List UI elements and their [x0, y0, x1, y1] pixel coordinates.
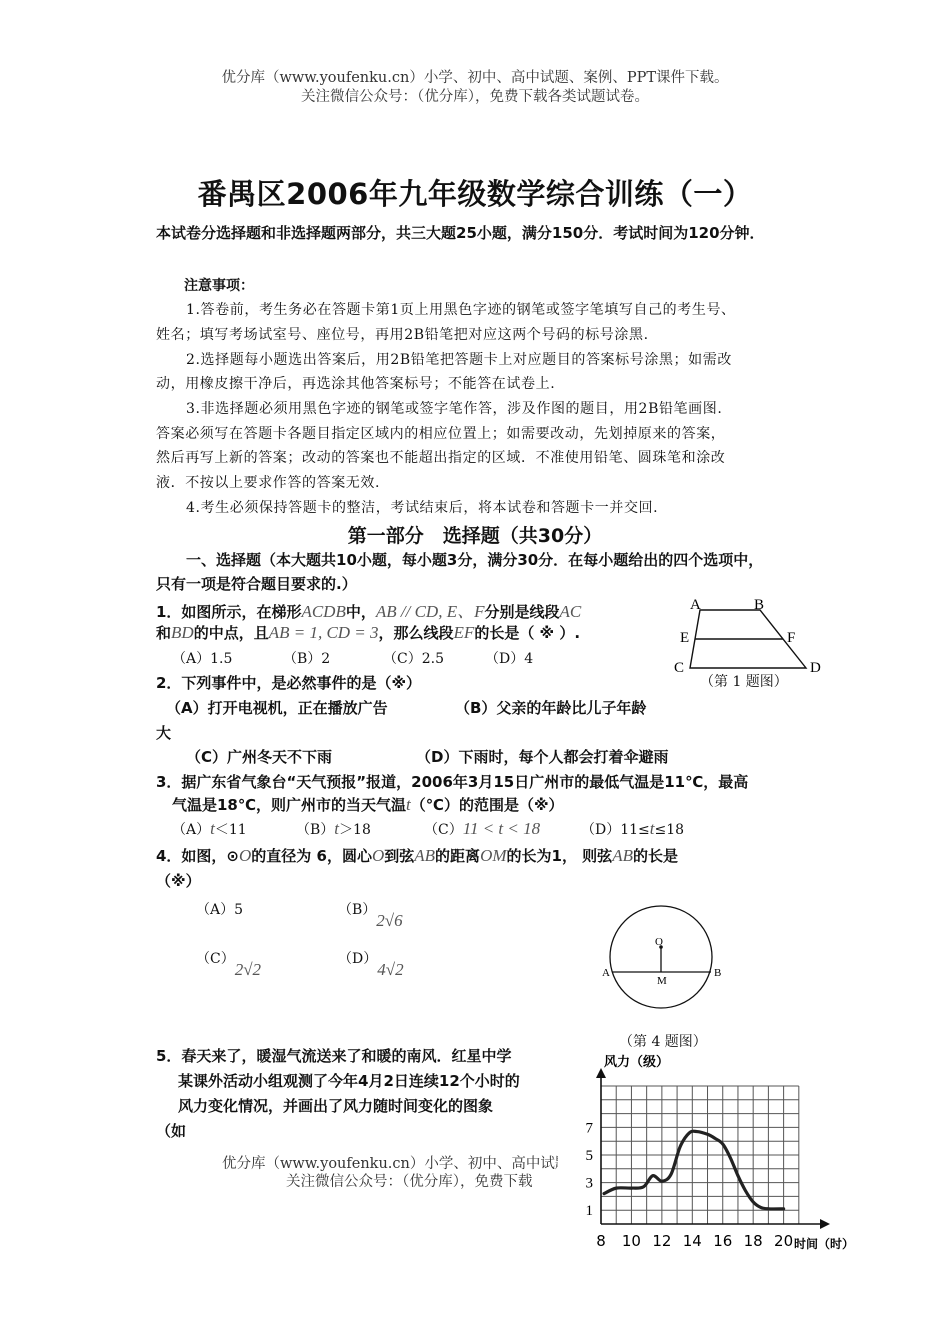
q4-figure-caption: （第 4 题图）	[619, 1034, 707, 1050]
notice-line: 然后再写上新的答案；改动的答案也不能超出指定的区域．不准使用铅笔、圆珠笔和涂改	[156, 450, 726, 466]
notice-heading: 注意事项：	[184, 278, 254, 294]
footer-line-1: 优分库（www.youfenku.cn）小学、初中、高中试题	[222, 1156, 570, 1172]
section-heading-line-2: 只有一项是符合题目要求的.）	[156, 575, 357, 593]
y-tick-label: 5	[585, 1148, 593, 1164]
q1-option-d: （D）4	[485, 651, 534, 667]
q1-option-a: （A）1.5	[172, 651, 233, 667]
y-axis-label: 风力（级）	[604, 1055, 670, 1070]
q2-option-c: （C）广州冬天不下雨	[186, 748, 333, 766]
notice-line: 1.答卷前，考生务必在答题卡第1页上用黑色字迹的钢笔或签字笔填写自己的考生号、	[186, 302, 736, 318]
label-a: A	[602, 967, 610, 979]
q1-option-c: （C）2.5	[383, 651, 444, 667]
notice-line: 3.非选择题必须用黑色字迹的钢笔或签字笔作答，涉及作图的题目，用2B铅笔画图.	[186, 401, 723, 417]
x-tick-label: 16	[713, 1232, 733, 1250]
y-tick-label: 3	[585, 1175, 593, 1192]
q3-option-a: （A）t＜11	[172, 819, 247, 838]
q4-option-c: （C）2√2	[196, 951, 262, 979]
header-line-1: 优分库（www.youfenku.cn）小学、初中、高中试题、案例、PPT课件下载。	[221, 70, 729, 86]
question-1-line-1: 1．如图所示，在梯形ACDB中，AB // CD, E、F分别是线段AC	[156, 602, 582, 621]
q2-option-d: （D）下雨时，每个人都会打着伞避雨	[416, 748, 669, 766]
notice-line: 液．不按以上要求作答的答案无效.	[156, 475, 381, 491]
q4-option-b: （B）2√6	[338, 902, 403, 930]
label-c: C	[674, 660, 685, 676]
q2-option-b-cont: 大	[156, 724, 172, 742]
question-3-line-1: 3．据广东省气象台“天气预报”报道，2006年3月15日广州市的最低气温是11℃，最高	[156, 773, 749, 791]
question-3-line-2: 气温是18℃，则广州市的当天气温t（℃）的范围是（※）	[172, 795, 564, 814]
question-4-line-1: 4．如图，⊙O的直径为 6，圆心O到弦AB的距离OM的长为1， 则弦AB的长是	[156, 846, 678, 865]
q4-option-a: （A）5	[196, 902, 244, 918]
intro-text: 本试卷分选择题和非选择题两部分，共三大题25小题，满分150分．考试时间为120分钟．	[156, 224, 765, 242]
question-4-line-2: （※）	[156, 872, 201, 890]
q1-figure-caption: （第 1 题图）	[700, 674, 788, 690]
notice-line: 姓名；填写考场试室号、座位号，再用2B铅笔把对应这两个号码的标号涂黑.	[156, 327, 649, 343]
label-a: A	[690, 597, 701, 613]
x-tick-label: 18	[743, 1232, 763, 1250]
question-5-line-4: （如	[156, 1122, 187, 1140]
question-1-line-2: 和BD的中点，且AB = 1, CD = 3，那么线段EF的长是（ ※ ）.	[156, 623, 581, 642]
x-tick-label: 14	[682, 1232, 702, 1250]
notice-line: 4.考生必须保持答题卡的整洁，考试结束后，将本试卷和答题卡一并交回.	[186, 500, 659, 516]
label-e: E	[680, 630, 690, 646]
q3-option-c: （C）11 < t < 18	[424, 819, 541, 838]
x-tick-label: 8	[596, 1232, 606, 1250]
q4-option-d: （D）4√2	[338, 951, 404, 979]
q1-option-b: （B）2	[283, 651, 331, 667]
question-5-line-1: 5．春天来了，暖湿气流送来了和暖的南风．红星中学	[156, 1047, 512, 1065]
notice-line: 动，用橡皮擦干净后，再选涂其他答案标号；不能答在试卷上.	[156, 376, 556, 392]
x-axis-label: 时间（时）	[794, 1237, 855, 1251]
x-axis-arrow	[820, 1219, 830, 1229]
q3-option-d: （D）11≤t≤18	[581, 819, 685, 838]
section-heading-line-1: 一、选择题（本大题共10小题，每小题3分，满分30分．在每小题给出的四个选项中，	[186, 551, 764, 569]
q3-option-b: （B）t＞18	[296, 819, 371, 838]
label-m: M	[657, 975, 667, 987]
y-tick-label: 7	[585, 1120, 593, 1137]
chart-grid	[601, 1086, 799, 1224]
notice-line: 答案必须写在答题卡各题目指定区域内的相应位置上；如需要改动，先划掉原来的答案，	[156, 426, 726, 442]
label-d: D	[810, 660, 821, 676]
x-tick-label: 20	[774, 1232, 794, 1250]
label-o: O	[655, 936, 663, 948]
label-b: B	[754, 597, 765, 613]
question-5-line-2: 某课外活动小组观测了今年4月2日连续12个小时的	[178, 1072, 520, 1090]
header-line-2: 关注微信公众号：（优分库），免费下载各类试题试卷。	[301, 89, 649, 105]
x-tick-label: 12	[652, 1232, 672, 1250]
wind-force-chart	[558, 1048, 878, 1258]
x-tick-label: 10	[621, 1232, 641, 1250]
question-2-stem: 2．下列事件中，是必然事件的是（※）	[156, 674, 422, 692]
notice-line: 2.选择题每小题选出答案后，用2B铅笔把答题卡上对应题目的答案标号涂黑；如需改	[186, 352, 732, 368]
part-heading: 第一部分 选择题（共30分）	[347, 525, 603, 547]
question-5-line-3: 风力变化情况，并画出了风力随时间变化的图象	[178, 1097, 494, 1115]
label-b: B	[714, 967, 722, 979]
page-title: 番禺区2006年九年级数学综合训练（一）	[197, 177, 753, 211]
y-tick-label: 1	[585, 1203, 593, 1220]
q2-option-a: （A）打开电视机，正在播放广告	[166, 699, 388, 717]
circle-figure	[598, 900, 728, 1015]
q2-option-b: （B）父亲的年龄比儿子年龄	[455, 699, 647, 717]
footer-line-2: 关注微信公众号：（优分库），免费下载	[286, 1174, 533, 1190]
label-f: F	[787, 630, 796, 646]
